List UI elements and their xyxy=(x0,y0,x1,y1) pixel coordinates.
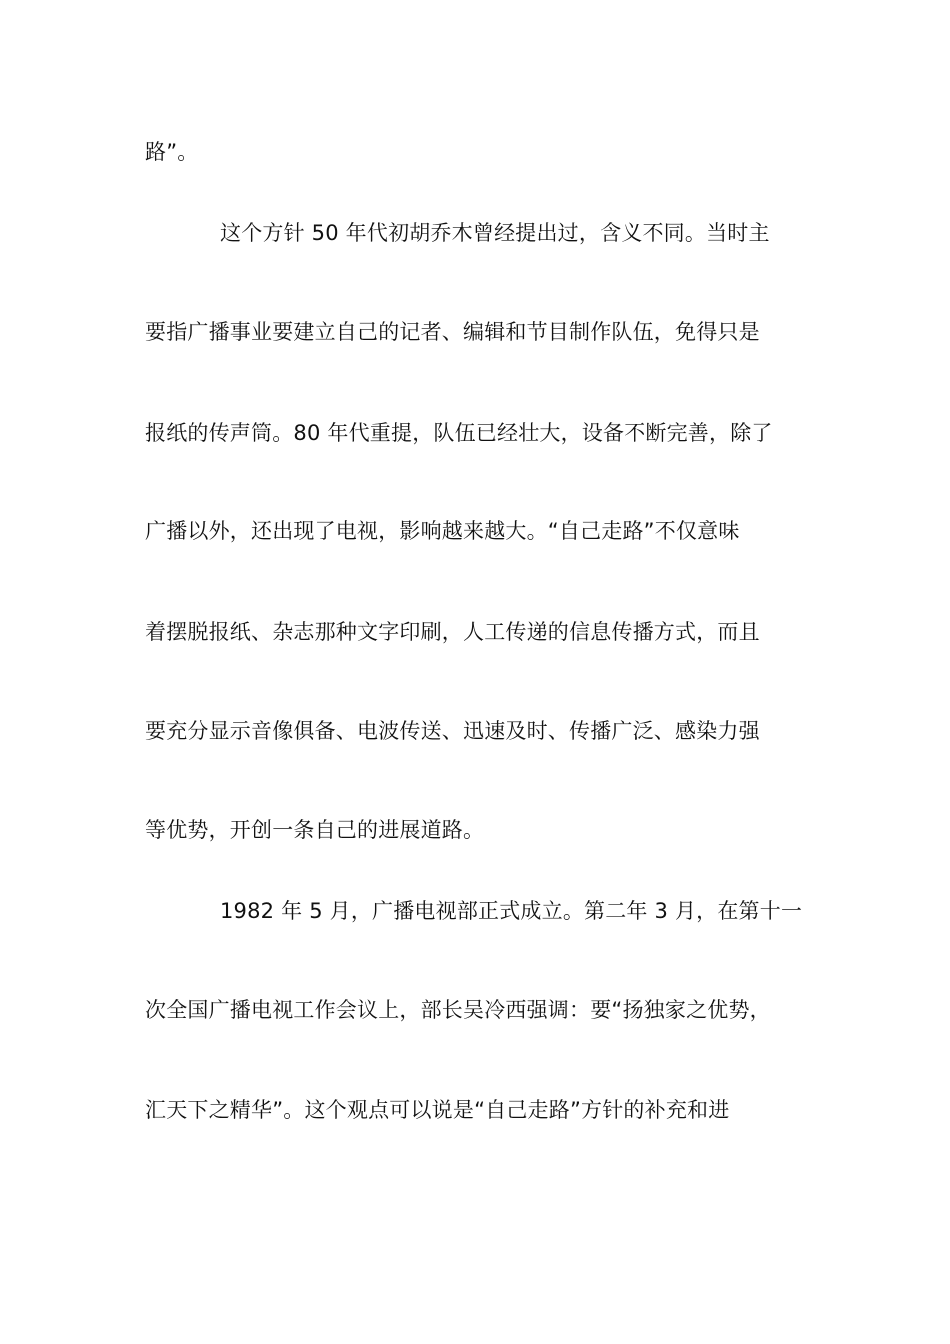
paragraph-start-line-9: 1982 年 5 月，广播电视部正式成立。第二年 3 月，在第十一 xyxy=(220,899,803,923)
text-line-6: 着摆脱报纸、杂志那种文字印刷，人工传递的信息传播方式，而且 xyxy=(145,620,760,644)
text-line-5: 广播以外，还出现了电视，影响越来越大。“自己走路”不仅意味 xyxy=(145,519,740,543)
text-line-11: 汇天下之精华”。这个观点可以说是“自己走路”方针的补充和进 xyxy=(145,1098,730,1122)
text-line-3: 要指广播事业要建立自己的记者、编辑和节目制作队伍，免得只是 xyxy=(145,320,760,344)
text-line-10: 次全国广播电视工作会议上，部长吴冷西强调：要“扬独家之优势， xyxy=(145,998,771,1022)
paragraph-start-line-2: 这个方针 50 年代初胡乔木曾经提出过，含义不同。当时主 xyxy=(220,221,770,245)
text-line-1: 路”。 xyxy=(145,140,199,164)
text-line-4: 报纸的传声筒。80 年代重提，队伍已经壮大，设备不断完善，除了 xyxy=(145,421,773,445)
text-line-8: 等优势，开创一条自己的进展道路。 xyxy=(145,818,485,842)
text-line-7: 要充分显示音像俱备、电波传送、迅速及时、传播广泛、感染力强 xyxy=(145,719,760,743)
